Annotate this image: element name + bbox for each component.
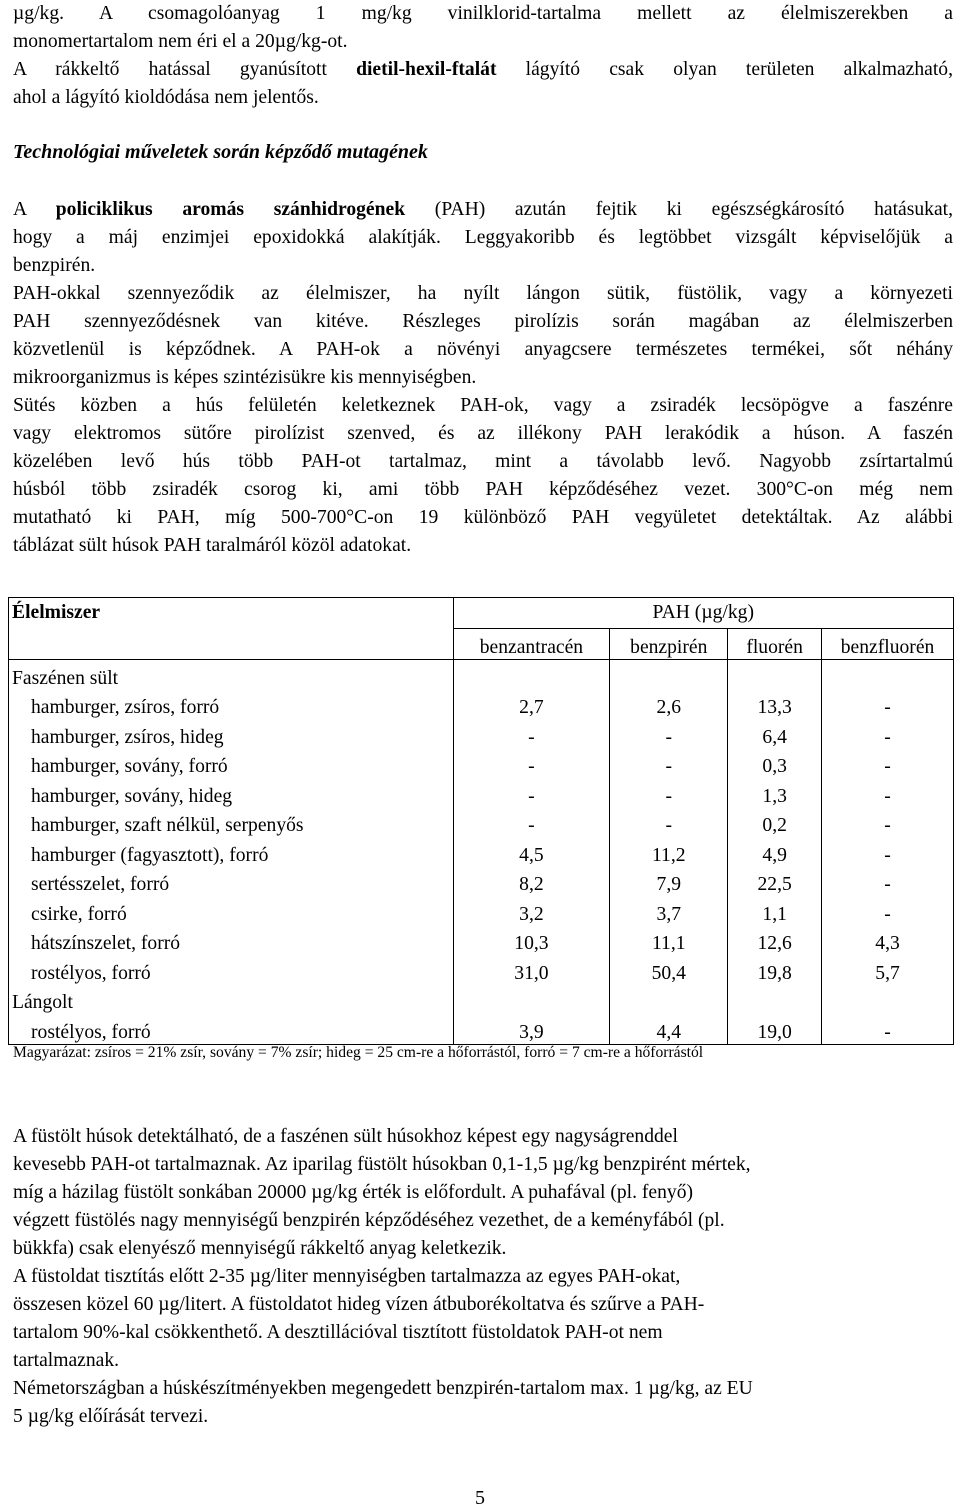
table-row bbox=[9, 1014, 954, 1044]
table-row bbox=[9, 955, 954, 985]
text-line: mutatható ki PAH, míg 500-700°C-on 19 különböző PAH vegyületet detektáltak. Az alábbi bbox=[13, 507, 953, 528]
text-line: húsból több zsiradék csorog ki, ami több PAH képződéséhez vezet. 300°C-on még nem bbox=[13, 479, 953, 500]
text-line: mikroorganizmus is képes szintézisükre kis mennyiségben. bbox=[13, 367, 477, 388]
table-header-row bbox=[9, 598, 954, 629]
row-label: hamburger (fagyasztott), forró bbox=[9, 837, 454, 867]
value-cell: - bbox=[822, 719, 954, 749]
group-row bbox=[9, 985, 954, 1015]
value-cell: - bbox=[453, 808, 610, 838]
value-cell: 2,6 bbox=[610, 690, 728, 720]
column-header-food: Élelmiszer bbox=[9, 598, 454, 629]
value-cell: - bbox=[822, 1014, 954, 1044]
value-cell: 31,0 bbox=[453, 955, 610, 985]
text-line: tartalmaznak. bbox=[13, 1350, 120, 1371]
group-label: Faszénen sült bbox=[9, 660, 454, 690]
text-line: Németországban a húskészítményekben megengedett benzpirén-tartalom max. 1 µg/kg, az EU bbox=[13, 1378, 753, 1399]
table-row bbox=[9, 867, 954, 897]
text-line: monomertartalom nem éri el a 20µg/kg-ot. bbox=[13, 31, 348, 52]
value-cell: 1,1 bbox=[728, 896, 822, 926]
value-cell: - bbox=[822, 749, 954, 779]
value-cell: - bbox=[453, 778, 610, 808]
value-cell: 11,2 bbox=[610, 837, 728, 867]
text-line: Sütés közben a hús felületén keletkeznek PAH-ok, vagy a zsiradék lecsöpögve a faszénre bbox=[13, 395, 953, 416]
value-cell: 6,4 bbox=[728, 719, 822, 749]
value-cell: 50,4 bbox=[610, 955, 728, 985]
row-label: hamburger, zsíros, forró bbox=[9, 690, 454, 720]
text-line: PAH-okkal szennyeződik az élelmiszer, ha nyílt lángon sütik, füstölik, vagy a környezeti bbox=[13, 283, 953, 304]
text-line: hogy a máj enzimjei epoxidokká alakítják. Leggyakoribb és legtöbbet vizsgált képviselőjük a bbox=[13, 227, 953, 248]
value-cell: 0,3 bbox=[728, 749, 822, 779]
pah-table bbox=[8, 597, 954, 1045]
column-header-pah: PAH (µg/kg) bbox=[453, 598, 953, 629]
text-line: µg/kg. A csomagolóanyag 1 mg/kg vinilklorid-tartalma mellett az élelmiszerekben a bbox=[13, 3, 953, 24]
table-row bbox=[9, 808, 954, 838]
value-cell: - bbox=[610, 808, 728, 838]
value-cell: 11,1 bbox=[610, 926, 728, 956]
value-cell: - bbox=[822, 867, 954, 897]
row-label: hamburger, sovány, hideg bbox=[9, 778, 454, 808]
value-cell: 5,7 bbox=[822, 955, 954, 985]
value-cell: 19,0 bbox=[728, 1014, 822, 1044]
value-cell: 4,3 bbox=[822, 926, 954, 956]
text-line: 5 µg/kg előírását tervezi. bbox=[13, 1406, 209, 1427]
text-line: tartalom 90%-kal csökkenthető. A desztillációval tisztított füstoldatok PAH-ot nem bbox=[13, 1322, 663, 1343]
value-cell: - bbox=[822, 778, 954, 808]
section-title: Technológiai műveletek során képződő mutagének bbox=[13, 141, 428, 163]
value-cell: 4,5 bbox=[453, 837, 610, 867]
value-cell: 3,2 bbox=[453, 896, 610, 926]
value-cell: 8,2 bbox=[453, 867, 610, 897]
value-cell: - bbox=[453, 749, 610, 779]
value-cell: - bbox=[822, 837, 954, 867]
table-note: Magyarázat: zsíros = 21% zsír, sovány = 7% zsír; hideg = 25 cm-re a hőforrástól, forró = 7 cm-re a hőforrástól bbox=[13, 1044, 704, 1061]
value-cell: 4,9 bbox=[728, 837, 822, 867]
smoke-paragraph bbox=[13, 1123, 953, 1431]
page-number: 5 bbox=[475, 1487, 485, 1509]
group-row bbox=[9, 660, 954, 690]
text-line: bükkfa) csak elenyésző mennyiségű rákkeltő anyag keletkezik. bbox=[13, 1238, 507, 1259]
row-label: sertésszelet, forró bbox=[9, 867, 454, 897]
value-cell: - bbox=[822, 808, 954, 838]
table-row bbox=[9, 719, 954, 749]
table-row bbox=[9, 749, 954, 779]
text-line: táblázat sült húsok PAH taralmáról közöl adatokat. bbox=[13, 535, 412, 556]
row-label: hátszínszelet, forró bbox=[9, 926, 454, 956]
text-line: végzett füstölés nagy mennyiségű benzpirén képződéséhez vezethet, de a keményfából (pl. bbox=[13, 1210, 725, 1231]
table-row bbox=[9, 778, 954, 808]
row-label: hamburger, sovány, forró bbox=[9, 749, 454, 779]
value-cell: - bbox=[610, 778, 728, 808]
subheader-cell: benzfluorén bbox=[822, 629, 954, 660]
text-line: összesen közel 60 µg/litert. A füstoldatot hideg vízen átbuborékoltatva és szűrve a PAH- bbox=[13, 1294, 705, 1315]
table-row bbox=[9, 896, 954, 926]
value-cell: - bbox=[822, 896, 954, 926]
subheader-cell: fluorén bbox=[728, 629, 822, 660]
table-subheader-row bbox=[9, 629, 954, 660]
text-line: PAH szennyeződésnek van kitéve. Részleges pirolízis során magában az élelmiszerben bbox=[13, 311, 953, 332]
text-line: kevesebb PAH-ot tartalmaznak. Az iparilag füstölt húsokban 0,1-1,5 µg/kg benzpirént mértek, bbox=[13, 1154, 751, 1175]
subheader-cell: benzpirén bbox=[610, 629, 728, 660]
row-label: hamburger, szaft nélkül, serpenyős bbox=[9, 808, 454, 838]
value-cell: 10,3 bbox=[453, 926, 610, 956]
value-cell: 3,9 bbox=[453, 1014, 610, 1044]
text-line: A rákkeltő hatással gyanúsított dietil-hexil-ftalát lágyító csak olyan területen alkalmazható, bbox=[13, 59, 953, 80]
value-cell: 1,3 bbox=[728, 778, 822, 808]
table-row bbox=[9, 926, 954, 956]
row-label: hamburger, zsíros, hideg bbox=[9, 719, 454, 749]
value-cell: - bbox=[822, 690, 954, 720]
table-row bbox=[9, 837, 954, 867]
value-cell: 12,6 bbox=[728, 926, 822, 956]
intro-paragraph bbox=[13, 0, 953, 112]
value-cell: 4,4 bbox=[610, 1014, 728, 1044]
pah-paragraph bbox=[13, 196, 953, 560]
subheader-cell: benzantracén bbox=[453, 629, 610, 660]
text-line: A füstölt húsok detektálható, de a faszénen sült húsokhoz képest egy nagyságrenddel bbox=[13, 1126, 678, 1147]
value-cell: - bbox=[610, 749, 728, 779]
value-cell: 19,8 bbox=[728, 955, 822, 985]
value-cell: 7,9 bbox=[610, 867, 728, 897]
row-label: csirke, forró bbox=[9, 896, 454, 926]
table-row bbox=[9, 690, 954, 720]
value-cell: - bbox=[610, 719, 728, 749]
value-cell: 3,7 bbox=[610, 896, 728, 926]
value-cell: 22,5 bbox=[728, 867, 822, 897]
text-line: A policiklikus aromás szánhidrogének (PAH) azután fejtik ki egészségkárosító hatásukat, bbox=[13, 199, 954, 220]
row-label: rostélyos, forró bbox=[9, 1014, 454, 1044]
value-cell: - bbox=[453, 719, 610, 749]
text-line: közvetlenül is képződnek. A PAH-ok a növényi anyagcsere természetes termékei, sőt néhány bbox=[13, 339, 953, 360]
text-line: vagy elektromos sütőre pirolízist szenved, és az illékony PAH lerakódik a húson. A faszén bbox=[13, 423, 953, 444]
text-line: míg a házilag füstölt sonkában 20000 µg/kg érték is előfordult. A puhafával (pl. fenyő) bbox=[13, 1182, 694, 1203]
row-label: rostélyos, forró bbox=[9, 955, 454, 985]
value-cell: 13,3 bbox=[728, 690, 822, 720]
text-line: közelében levő hús több PAH-ot tartalmaz, mint a távolabb levő. Nagyobb zsírtartalmú bbox=[13, 451, 953, 472]
value-cell: 0,2 bbox=[728, 808, 822, 838]
text-line: benzpirén. bbox=[13, 255, 96, 276]
group-label: Lángolt bbox=[9, 985, 454, 1015]
value-cell: 2,7 bbox=[453, 690, 610, 720]
text-line: ahol a lágyító kioldódása nem jelentős. bbox=[13, 87, 319, 108]
text-line: A füstoldat tisztítás előtt 2-35 µg/liter mennyiségben tartalmazza az egyes PAH-okat, bbox=[13, 1266, 681, 1287]
